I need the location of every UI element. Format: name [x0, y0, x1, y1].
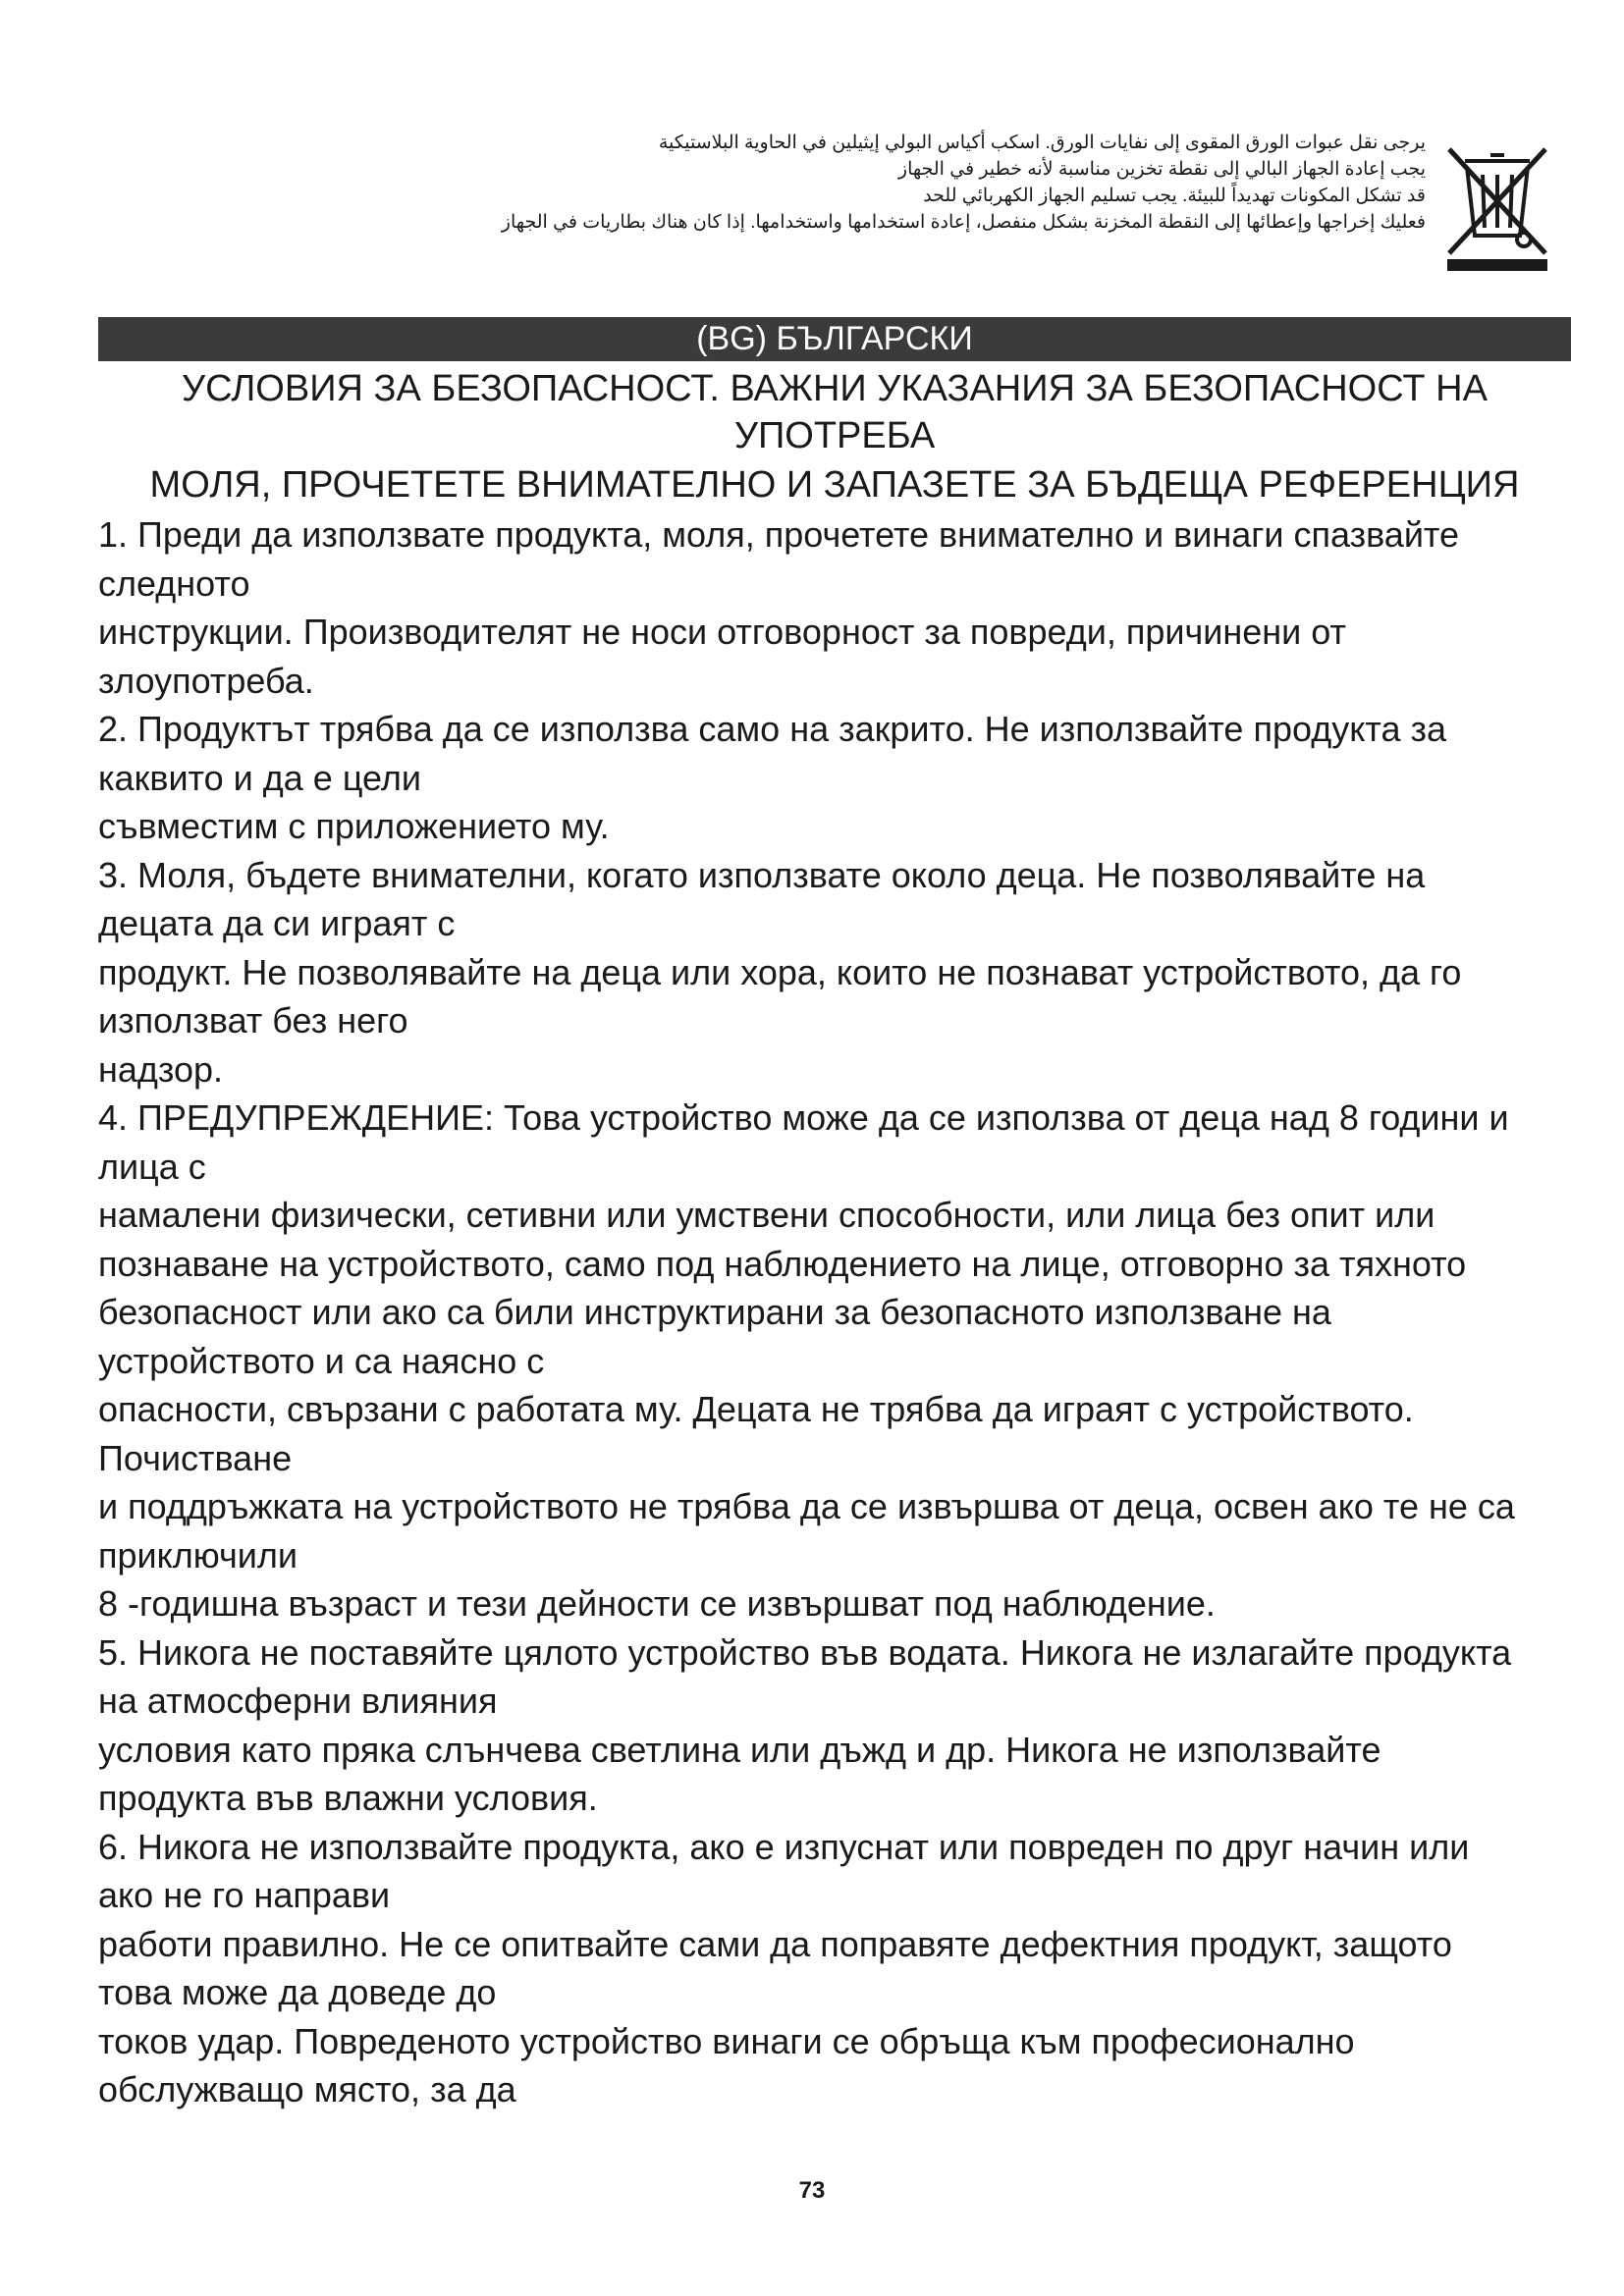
- text-line: 4. ПРЕДУПРЕЖДЕНИЕ: Това устройство може да се използва от деца над 8 години и: [98, 1097, 1509, 1138]
- text-line: продукт. Не позволявайте на деца или хора, които не познават устройството, да го: [98, 951, 1462, 992]
- text-line: намалени физически, сетивни или умствени способности, или лица без опит или: [98, 1195, 1435, 1235]
- page-number: 73: [798, 2177, 826, 2204]
- arabic-line: يرجى نقل عبوات الورق المقوى إلى نفايات الورق. اسكب أكياس البولي إيثيلين في الحاوية البلاستيكية: [658, 133, 1426, 153]
- text-line: лица с: [98, 1146, 206, 1187]
- text-line: злоупотреба.: [98, 660, 314, 701]
- text-line: каквито и да е цели: [98, 757, 421, 798]
- language-section-bar: (BG) БЪЛГАРСКИ: [98, 317, 1571, 361]
- text-line: устройството и са наясно с: [98, 1340, 545, 1381]
- text-line: обслужващо място, за да: [98, 2069, 516, 2109]
- text-line: надзор.: [98, 1048, 224, 1090]
- text-line: на атмосферни влияния: [98, 1681, 498, 1721]
- text-line: токов удар. Повреденото устройство винаги се обръща към професионално: [98, 2020, 1355, 2061]
- arabic-disposal-notice: [275, 130, 1426, 236]
- text-line: продукта във влажни условия.: [98, 1778, 598, 1818]
- arabic-line: يجب إعادة الجهاز البالي إلى نقطة تخزين مناسبة لأنه خطير في الجهاز: [897, 159, 1426, 180]
- text-line: съвместим с приложението му.: [98, 806, 610, 846]
- text-line: 5. Никога не поставяйте цялото устройство във водата. Никога не излагайте продукта: [98, 1631, 1512, 1673]
- text-line: приключили: [98, 1534, 298, 1575]
- safety-heading-line-2: УПОТРЕБА: [733, 415, 936, 456]
- arabic-line: قد تشكل المكونات تهديداً للبيئة. يجب تسليم الجهاز الكهربائي للحد: [923, 186, 1426, 206]
- text-line: 3. Моля, бъдете внимателни, когато използвате около деца. Не позволявайте на: [98, 854, 1426, 895]
- arabic-line: فعليك إخراجها وإعطائها إلى النقطة المخزنة بشكل منفصل، إعادة استخدامها واستخدامها. إذا كان هناك بطاريات في الجهاز: [501, 212, 1426, 233]
- text-line: това може да доведе до: [98, 1972, 497, 2012]
- safety-heading-line-3: МОЛЯ, ПРОЧЕТЕТЕ ВНИМАТЕЛНО И ЗАПАЗЕТЕ ЗА БЪДЕЩА РЕФЕРЕНЦИЯ: [149, 464, 1520, 506]
- text-line: опасности, свързани с работата му. Децата не трябва да играят с устройството.: [98, 1389, 1414, 1429]
- text-line: децата да си играят с: [98, 903, 456, 943]
- text-line: 1. Преди да използвате продукта, моля, прочетете внимателно и винаги спазвайте: [98, 514, 1460, 555]
- text-line: условия като пряка слънчева светлина или дъжд и др. Никога не използвайте: [98, 1729, 1381, 1770]
- text-line: ако не го направи: [98, 1875, 391, 1915]
- text-line: използват без него: [98, 1000, 408, 1041]
- safety-heading-line-1: УСЛОВИЯ ЗА БЕЗОПАСНОСТ. ВАЖНИ УКАЗАНИЯ ЗА БЕЗОПАСНОСТ НА: [182, 368, 1488, 409]
- weee-bin-icon: [1443, 147, 1551, 273]
- text-line: следното: [98, 562, 250, 604]
- text-line: и поддръжката на устройството не трябва да се извършва от деца, освен ако те не са: [98, 1486, 1515, 1526]
- text-line: 6. Никога не използвайте продукта, ако е изпуснат или повреден по друг начин или: [98, 1826, 1470, 1867]
- safety-instructions: [98, 510, 1571, 2114]
- text-line: Почистване: [98, 1437, 293, 1478]
- text-line: безопасност или ако са били инструктирани за безопасното използване на: [98, 1292, 1331, 1332]
- text-line: 2. Продуктът трябва да се използва само на закрито. Не използвайте продукта за: [98, 709, 1446, 749]
- text-line: познаване на устройството, само под наблюдението на лице, отговорно за тяхното: [98, 1243, 1467, 1284]
- text-line: инструкции. Производителят не носи отговорност за повреди, причинени от: [98, 612, 1346, 652]
- weee-bin-icon-graphic: [1443, 147, 1551, 273]
- text-line: работи правилно. Не се опитвайте сами да поправяте дефектния продукт, защото: [98, 1923, 1452, 1964]
- text-line: 8 -годишна възраст и тези дейности се извършват под наблюдение.: [98, 1583, 1216, 1624]
